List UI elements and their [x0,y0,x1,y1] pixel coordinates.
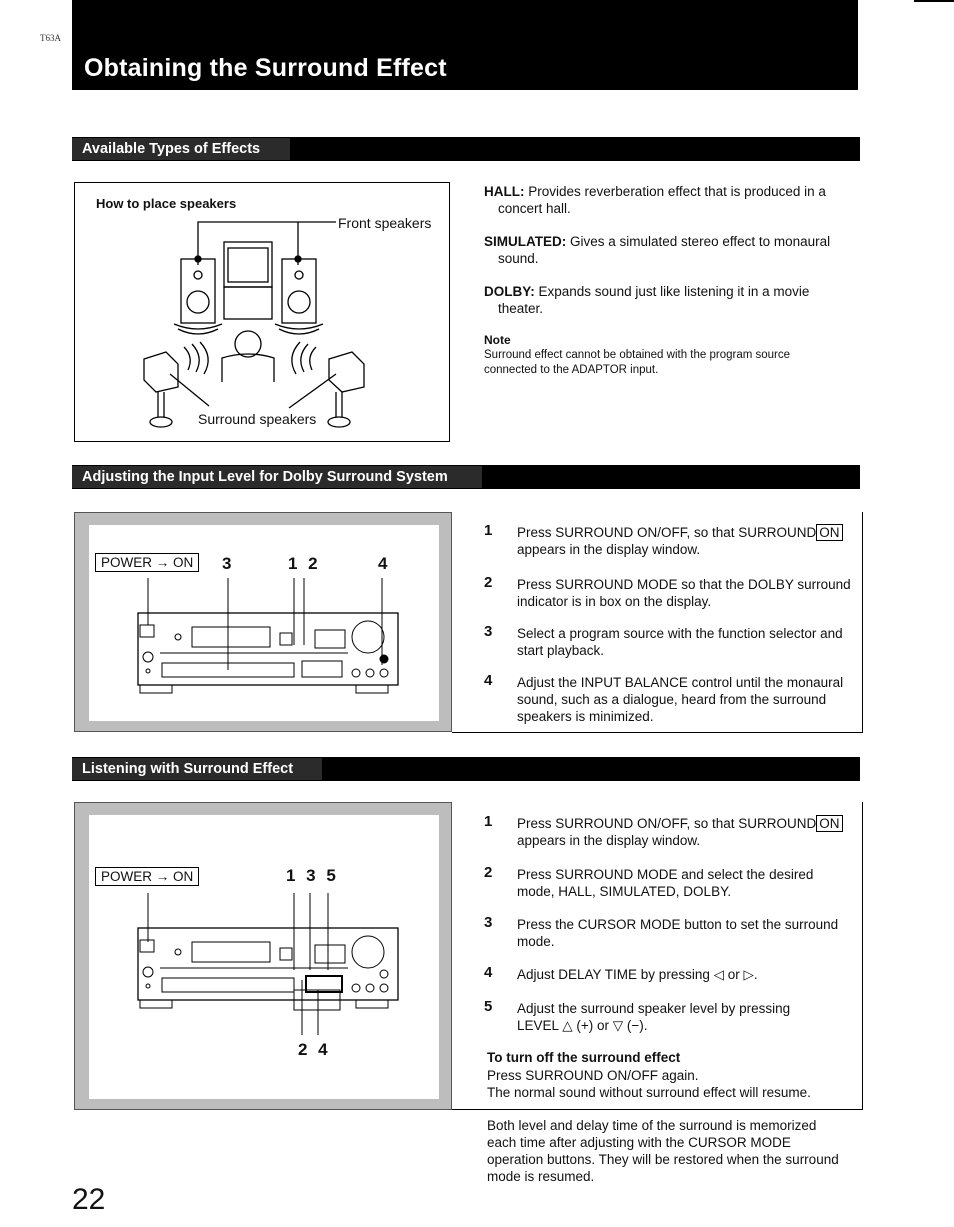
tv-set [224,242,272,287]
step-number: 3 [484,623,493,640]
dolby-description [484,283,854,317]
callout-1-3-5: 1 3 5 [286,866,339,885]
dolby-text-1: Expands sound just like listening it in a movie [538,284,810,299]
hall-term: HALL: [484,184,525,199]
callout-2-4: 2 4 [298,1040,331,1059]
step-number: 3 [484,914,493,931]
simulated-text-2: sound. [498,251,539,266]
on-indicator-box: ON [816,524,842,541]
hall-description [484,183,854,217]
step-number: 1 [484,522,493,539]
page-number: 22 [72,1183,106,1216]
step-number: 4 [484,672,493,689]
note-text [484,348,844,378]
step-number: 4 [484,964,493,981]
power-on-label-listen: POWER → ON [95,867,199,886]
step-number: 2 [484,864,493,881]
surround-left-speaker [144,352,178,392]
surround-speakers-label: Surround speakers [198,411,317,427]
document-code: T63A [40,33,61,43]
callout-3: 3 [222,554,235,573]
simulated-term: SIMULATED: [484,234,567,249]
note-line-2: connected to the ADAPTOR input. [484,364,659,376]
simulated-description [484,233,854,267]
callout-1-2: 1 2 [288,554,321,573]
section-heading-adjusting: Adjusting the Input Level for Dolby Surround System [72,466,482,488]
surround-right-speaker [329,352,364,392]
hall-text-2: concert hall. [498,201,571,216]
memory-note: Both level and delay time of the surround is memorized each time after adjusting with the CURSOR MODE operation buttons. They will be restored when the surround mode is resumed. [487,1118,839,1184]
note-heading: Note [484,333,511,347]
step-number: 1 [484,813,493,830]
receiver-front-listen [130,890,400,1040]
speaker-figure-heading: How to place speakers [96,196,237,211]
turn-off-heading: To turn off the surround effect [487,1050,681,1065]
note-line-1: Surround effect cannot be obtained with the program source [484,349,791,361]
simulated-text-1: Gives a simulated stereo effect to monaural [570,234,831,249]
dolby-text-2: theater. [498,301,544,316]
page-title: Obtaining the Surround Effect [84,54,447,82]
speaker-diagram-illustration [74,182,450,442]
section-heading-listening: Listening with Surround Effect [72,758,322,780]
step-number: 5 [484,998,493,1015]
corner-rule [914,0,954,2]
turn-off-text: Press SURROUND ON/OFF again. The normal sound without surround effect will resume. [487,1068,811,1100]
front-speakers-label: Front speakers [338,215,432,231]
step-number: 2 [484,574,493,591]
hall-text-1: Provides reverberation effect that is produced in a [528,184,826,199]
dolby-term: DOLBY: [484,284,535,299]
listener-head [235,331,261,357]
on-indicator-box: ON [816,815,842,832]
section-heading-available: Available Types of Effects [72,138,290,160]
callout-4: 4 [378,554,391,573]
receiver-front-adjust [130,575,400,695]
power-on-label-adjust: POWER → ON [95,553,199,572]
